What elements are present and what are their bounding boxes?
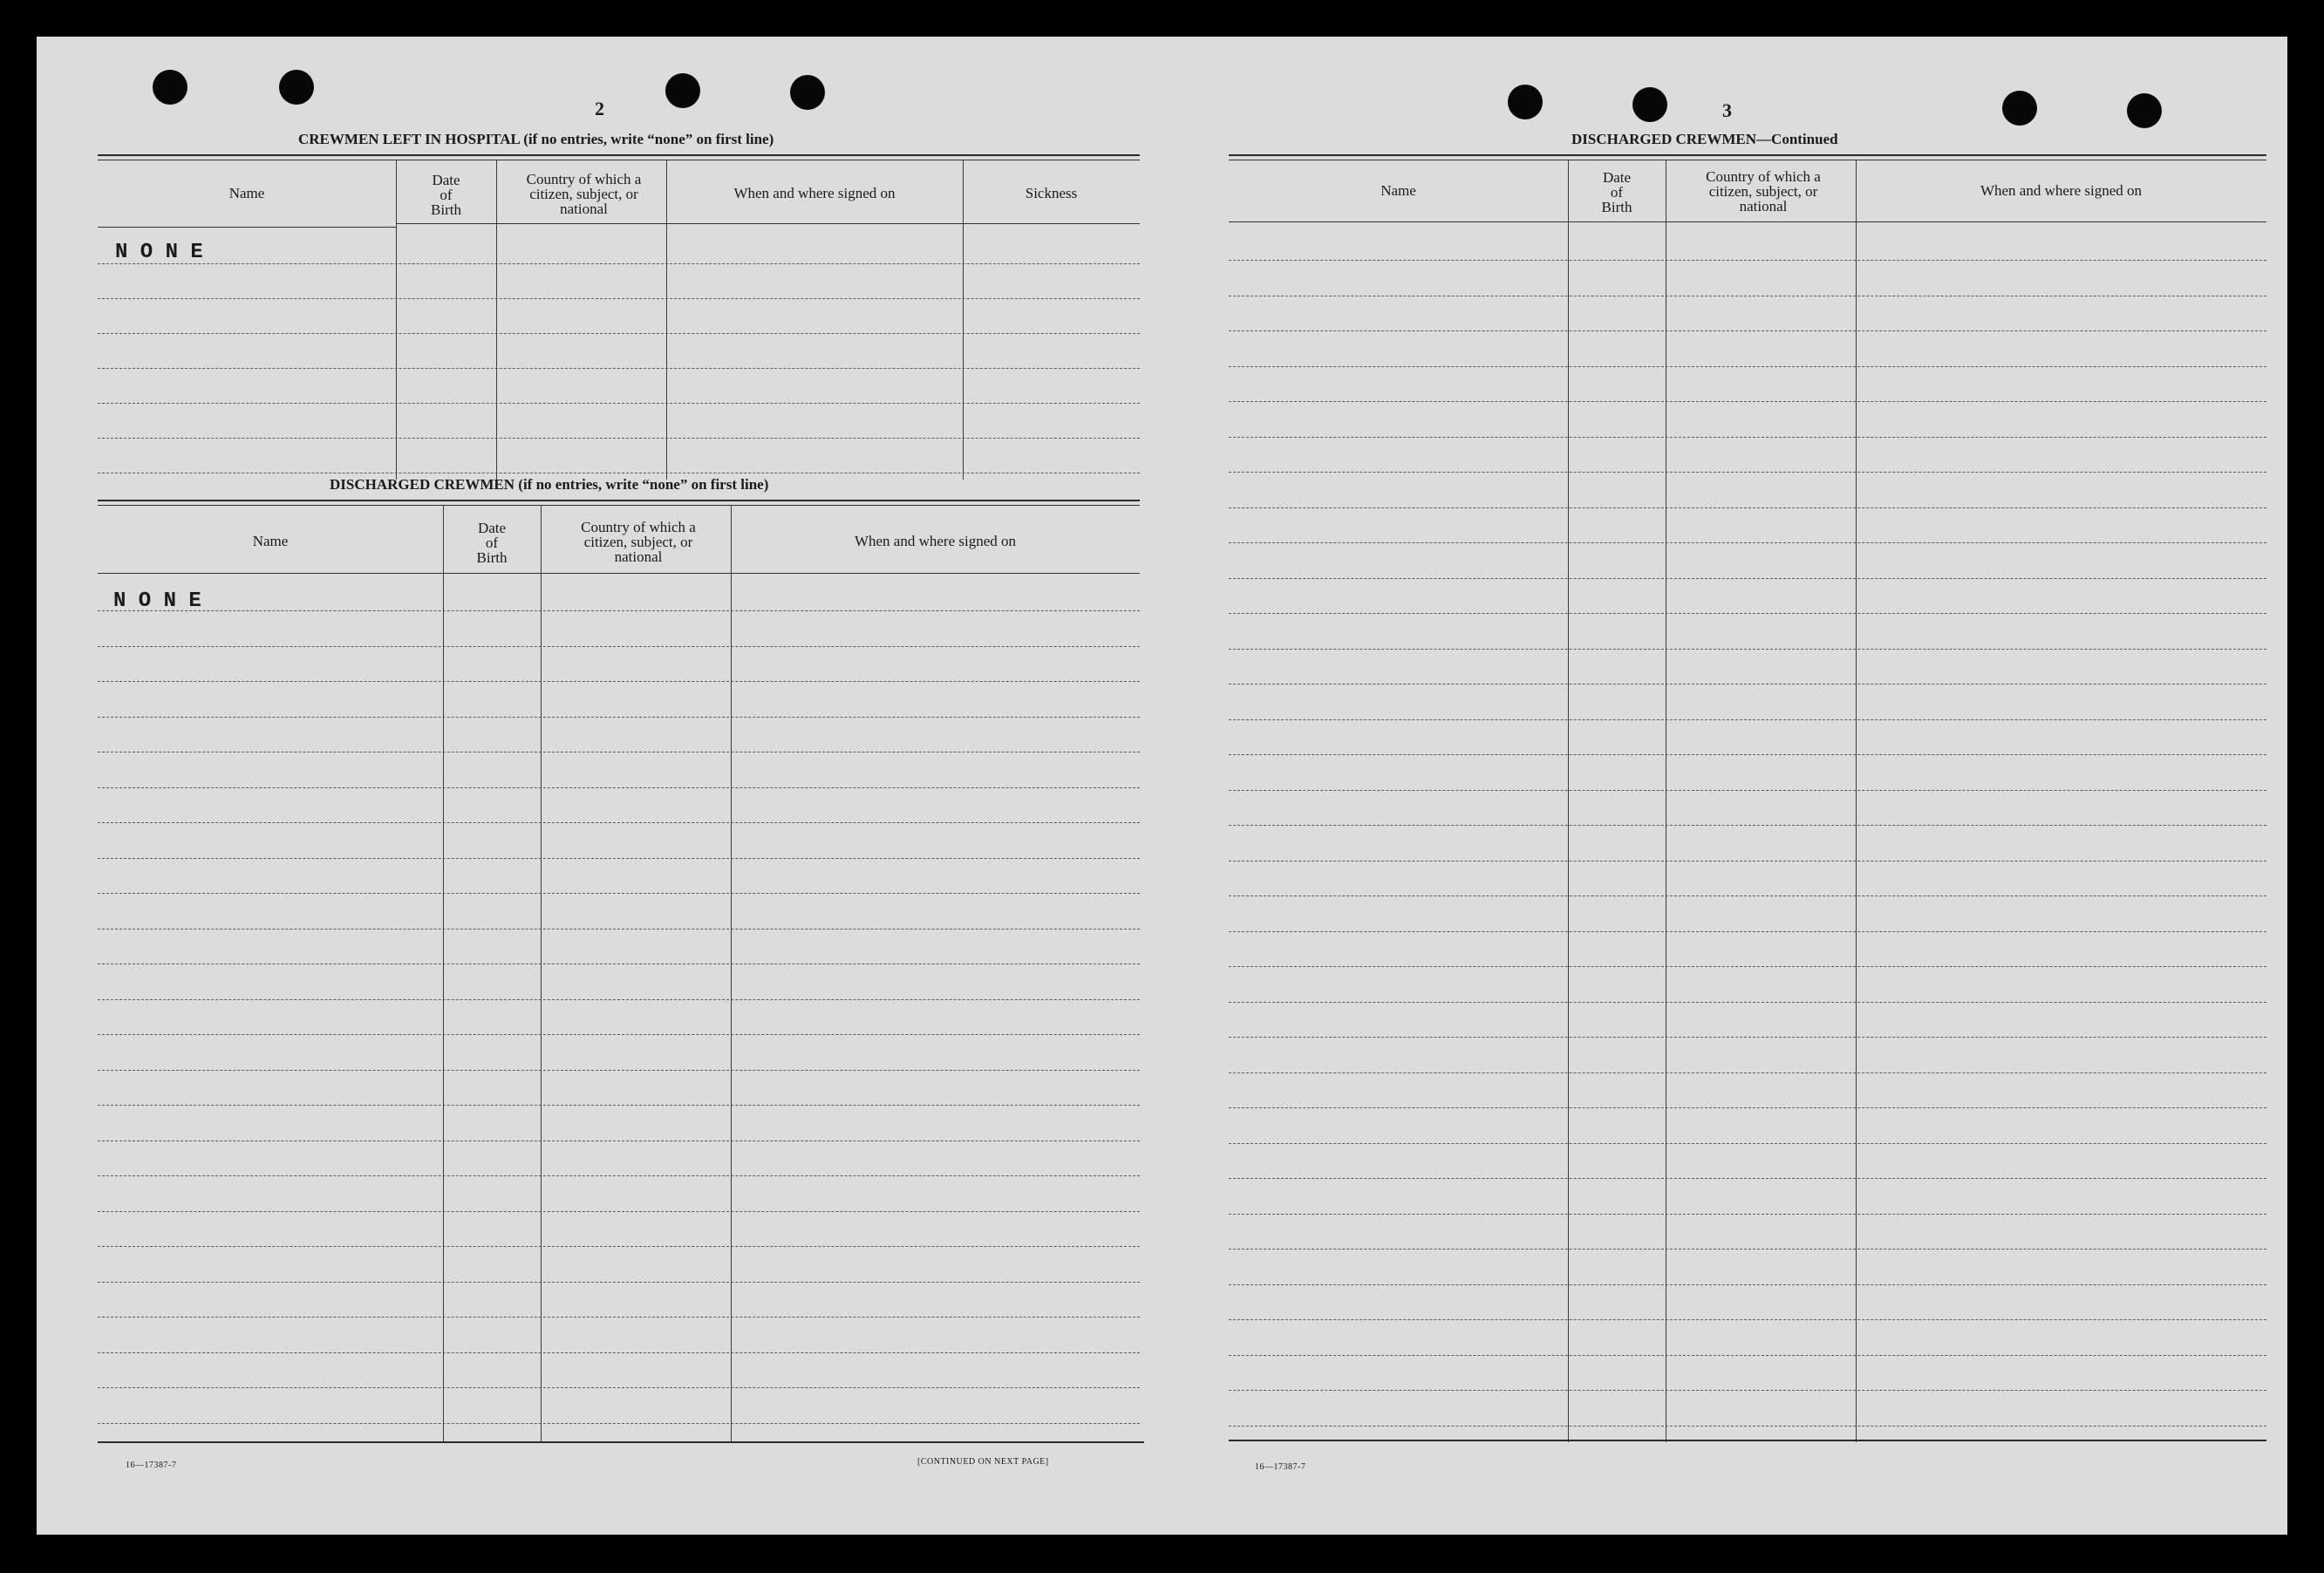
table-row [1229, 895, 2266, 896]
table-row [98, 263, 1140, 264]
table-row [1229, 966, 2266, 967]
table-row [98, 822, 1140, 823]
continued-header-rule [1229, 221, 2266, 222]
table-row [98, 1282, 1140, 1283]
table-row [1229, 1390, 2266, 1391]
hospital-col-signed-header: When and where signed on [733, 185, 896, 201]
discharged-table-top-rule [98, 500, 1140, 501]
continued-col-dob-header: Date of Birth [1601, 169, 1632, 215]
table-row [1229, 719, 2266, 720]
form-code-left: 16—17387-7 [126, 1461, 177, 1470]
continued-col-country-header: Country of which a citizen, subject, or national [1706, 168, 1821, 214]
punch-hole [2002, 91, 2037, 126]
discharged-header-rule [98, 573, 1140, 574]
continued-table-top-rule [1229, 154, 2266, 156]
hospital-col-sickness-header: Sickness [1025, 185, 1078, 201]
table-row [98, 403, 1140, 404]
table-row [98, 646, 1140, 647]
table-row [1229, 1355, 2266, 1356]
punch-hole [1632, 87, 1667, 122]
table-row [1229, 437, 2266, 438]
table-row [98, 1034, 1140, 1035]
punch-hole [665, 73, 700, 108]
table-row [98, 1387, 1140, 1388]
table-row [1229, 790, 2266, 791]
table-row [98, 333, 1140, 334]
table-row [1229, 1107, 2266, 1108]
continued-col-signed-header: When and where signed on [1980, 182, 2143, 199]
table-row [98, 1175, 1140, 1176]
hospital-col-dob-header: Date of Birth [431, 172, 461, 218]
punch-hole [279, 70, 314, 105]
table-row [98, 1246, 1140, 1247]
discharged-entry-none: N O N E [113, 589, 201, 613]
hospital-header-rule [396, 223, 1140, 224]
table-row [1229, 825, 2266, 826]
table-row [1229, 507, 2266, 508]
continued-note: [CONTINUED ON NEXT PAGE] [917, 1457, 1049, 1467]
table-row [98, 717, 1140, 718]
discharged-table-title: DISCHARGED CREWMEN (if no entries, write “none” on first line) [330, 476, 769, 493]
table-row [98, 893, 1140, 894]
table-row [1229, 401, 2266, 402]
table-row [98, 858, 1140, 859]
table-row [98, 1352, 1140, 1353]
discharged-col-name-header: Name [252, 533, 289, 549]
table-row [98, 1317, 1140, 1318]
table-row [98, 1105, 1140, 1106]
table-row [1229, 1143, 2266, 1144]
table-row [98, 999, 1140, 1000]
table-row [98, 1070, 1140, 1071]
discharged-col-country-header: Country of which a citizen, subject, or national [581, 519, 696, 565]
discharged-col-signed-header: When and where signed on [854, 533, 1017, 549]
punch-hole [153, 70, 187, 105]
table-row [98, 1211, 1140, 1212]
hospital-table-title: CREWMEN LEFT IN HOSPITAL (if no entries, write “none” on first line) [298, 131, 774, 147]
table-row [98, 1423, 1140, 1424]
table-row [1229, 1002, 2266, 1003]
table-row [1229, 1214, 2266, 1215]
table-row [98, 438, 1140, 439]
hospital-entry-none: N O N E [115, 241, 203, 264]
form-code-right: 16—17387-7 [1255, 1462, 1306, 1472]
punch-hole [1508, 85, 1543, 119]
table-row [98, 681, 1140, 682]
table-row [1229, 754, 2266, 755]
continued-col-name-header: Name [1380, 182, 1416, 199]
table-row [1229, 649, 2266, 650]
table-row [1229, 578, 2266, 579]
page-number-left: 2 [595, 98, 604, 119]
table-row [1229, 472, 2266, 473]
table-row [1229, 1319, 2266, 1320]
table-row [98, 368, 1140, 369]
table-row [1229, 1284, 2266, 1285]
table-row [98, 298, 1140, 299]
table-row [1229, 931, 2266, 932]
form-sheet [37, 37, 2287, 1535]
discharged-continued-title: DISCHARGED CREWMEN—Continued [1571, 131, 1838, 147]
table-row [1229, 366, 2266, 367]
punch-hole [790, 75, 825, 110]
table-row [98, 929, 1140, 930]
table-row [1229, 1178, 2266, 1179]
discharged-col-dob-header: Date of Birth [476, 520, 508, 566]
punch-hole [2127, 93, 2162, 128]
table-row [1229, 1037, 2266, 1038]
table-row [1229, 1426, 2266, 1427]
table-row [98, 610, 1140, 611]
table-row [1229, 1249, 2266, 1250]
table-row [1229, 260, 2266, 261]
table-row [1229, 330, 2266, 331]
hospital-col-name-header: Name [228, 185, 265, 201]
page-number-right: 3 [1722, 99, 1732, 121]
table-row [98, 787, 1140, 788]
table-row [1229, 542, 2266, 543]
hospital-col-country-header: Country of which a citizen, subject, or national [526, 171, 642, 217]
table-row [1229, 1072, 2266, 1073]
hospital-table-top-rule [98, 154, 1140, 156]
table-row [1229, 613, 2266, 614]
